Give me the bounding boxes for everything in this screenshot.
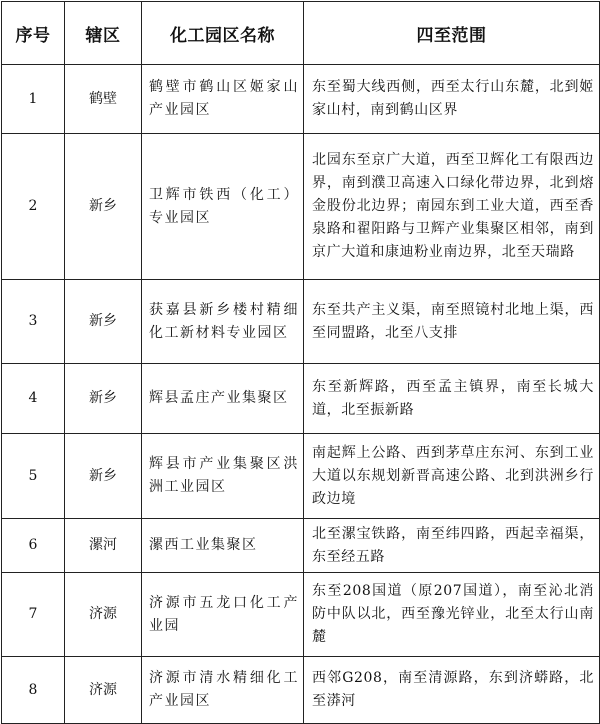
- cell-park-name: 卫辉市铁西（化工）专业园区: [142, 134, 304, 280]
- cell-district: 新乡: [65, 134, 142, 280]
- cell-district: 济源: [65, 573, 142, 657]
- cell-boundary-scope: 东至蜀大线西侧，西至太行山东麓，北到姬家山村，南到鹤山区界: [304, 65, 600, 134]
- table-row: [2, 657, 600, 724]
- cell-park-name: 鹤壁市鹤山区姬家山产业园区: [142, 65, 304, 134]
- cell-serial-number: 7: [2, 573, 65, 657]
- cell-district: 新乡: [65, 280, 142, 364]
- cell-boundary-scope: 东至新辉路，西至孟主镇界，南至长城大道，北至振新路: [304, 364, 600, 434]
- cell-district: 鹤壁: [65, 65, 142, 134]
- cell-serial-number: 2: [2, 134, 65, 280]
- header-district: 辖区: [65, 2, 142, 65]
- header-boundary-scope: 四至范围: [304, 2, 600, 65]
- cell-boundary-scope: 东至共产主义渠，南至照镜村北地上渠，西至同盟路，北至八支排: [304, 280, 600, 364]
- cell-serial-number: 4: [2, 364, 65, 434]
- cell-serial-number: 8: [2, 657, 65, 724]
- table-row: [2, 65, 600, 134]
- cell-park-name: 辉县孟庄产业集聚区: [142, 364, 304, 434]
- cell-park-name: 济源市清水精细化工产业园区: [142, 657, 304, 724]
- cell-district: 新乡: [65, 434, 142, 519]
- cell-serial-number: 5: [2, 434, 65, 519]
- cell-serial-number: 3: [2, 280, 65, 364]
- header-row: [2, 2, 600, 65]
- header-park-name: 化工园区名称: [142, 2, 304, 65]
- cell-boundary-scope: 北园东至京广大道，西至卫辉化工有限西边界，南到濮卫高速入口绿化带边界，北到熔金股份北边界；南园东到工业大道，西至香泉路和翟阳路与卫辉产业集聚区相邻，南到京广大道和康迪粉业南边界，北至天瑞路: [304, 134, 600, 280]
- cell-park-name: 漯西工业集聚区: [142, 519, 304, 573]
- table-row: [2, 573, 600, 657]
- table-row: [2, 434, 600, 519]
- cell-boundary-scope: 南起辉上公路、西到茅草庄东河、东到工业大道以东规划新晋高速公路、北到洪洲乡行政边境: [304, 434, 600, 519]
- table-body: [2, 65, 600, 724]
- table-header: [2, 2, 600, 65]
- cell-district: 漯河: [65, 519, 142, 573]
- cell-district: 济源: [65, 657, 142, 724]
- cell-park-name: 辉县市产业集聚区洪洲工业园区: [142, 434, 304, 519]
- cell-park-name: 获嘉县新乡楼村精细化工新材料专业园区: [142, 280, 304, 364]
- table-row: [2, 519, 600, 573]
- cell-boundary-scope: 北至漯宝铁路，南至纬四路，西起幸福渠，东至经五路: [304, 519, 600, 573]
- cell-serial-number: 6: [2, 519, 65, 573]
- table-row: [2, 280, 600, 364]
- table-row: [2, 364, 600, 434]
- cell-district: 新乡: [65, 364, 142, 434]
- chemical-parks-table: [1, 1, 600, 724]
- cell-boundary-scope: 东至208国道（原207国道），南至沁北消防中队以北，西至豫光锌业，北至太行山南麓: [304, 573, 600, 657]
- cell-serial-number: 1: [2, 65, 65, 134]
- header-serial-number: 序号: [2, 2, 65, 65]
- cell-park-name: 济源市五龙口化工产业园: [142, 573, 304, 657]
- table-row: [2, 134, 600, 280]
- cell-boundary-scope: 西邻G208，南至清源路，东到济蟒路，北至漭河: [304, 657, 600, 724]
